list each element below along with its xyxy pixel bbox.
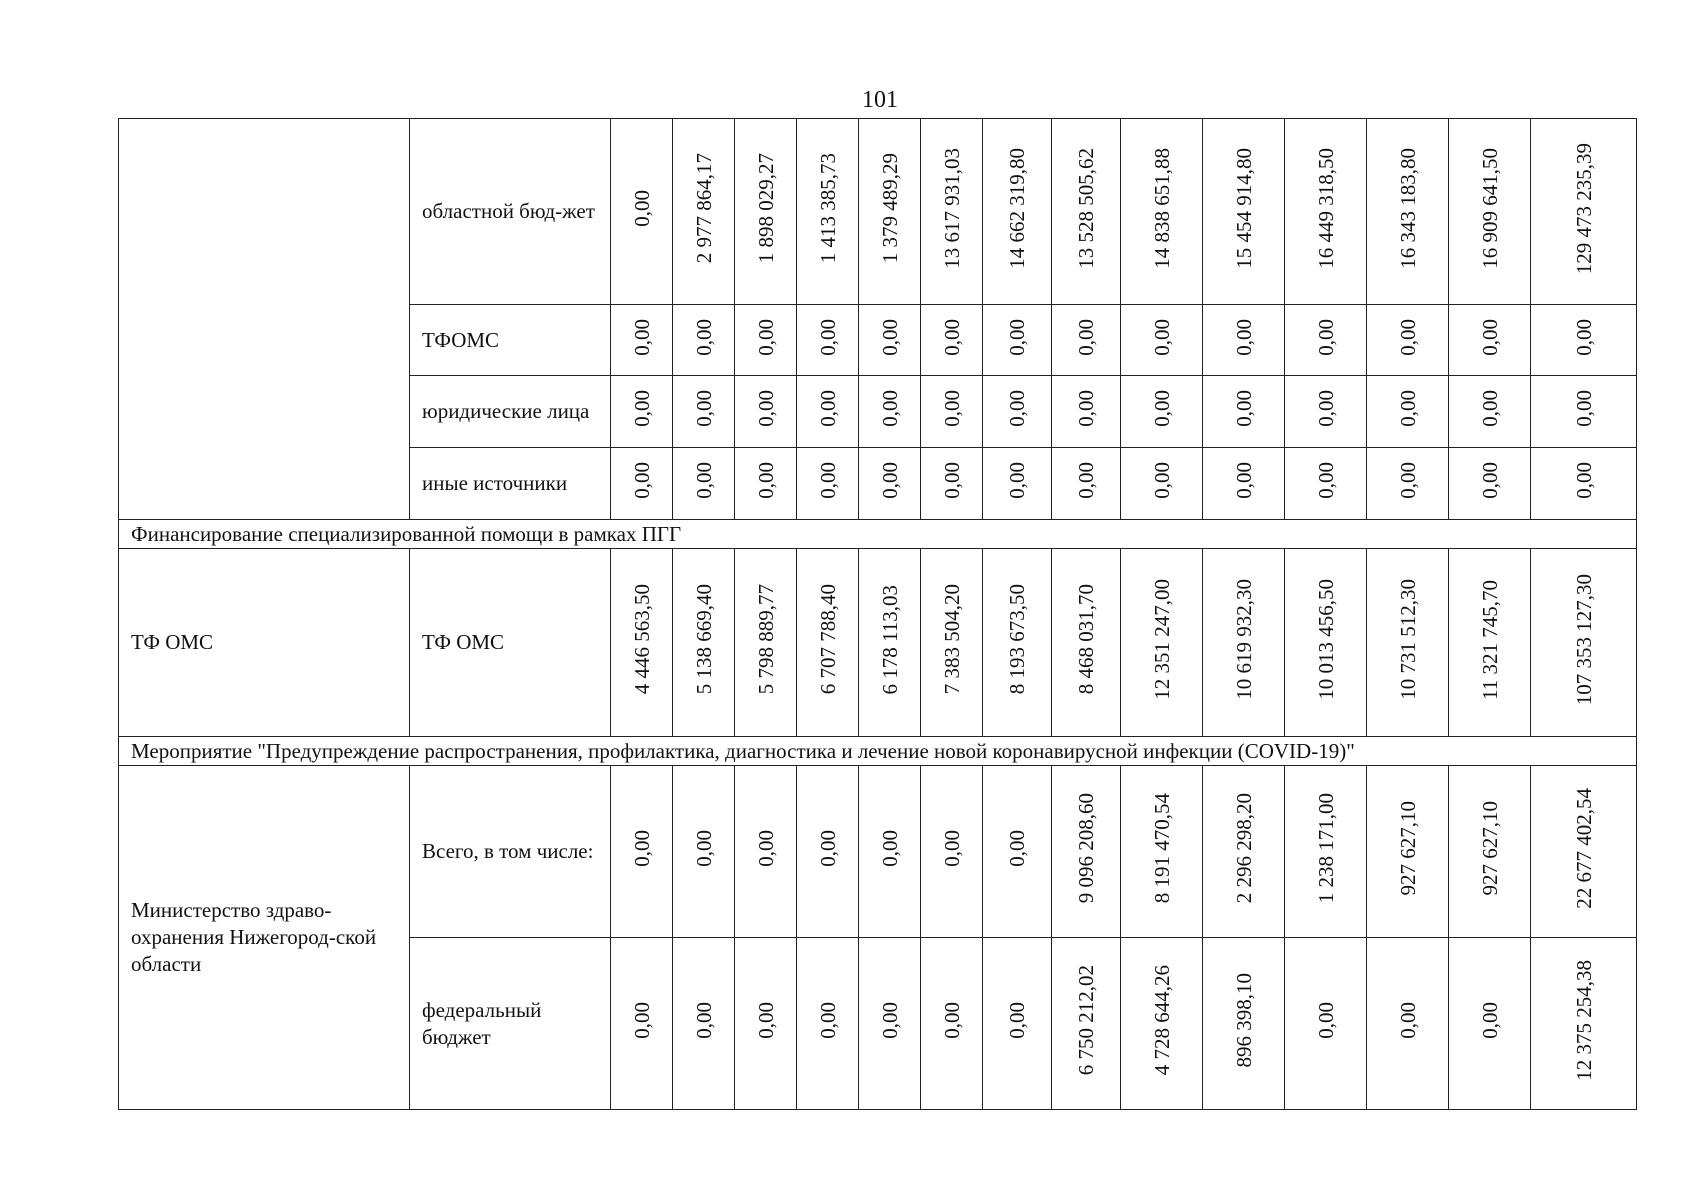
value-text: 0,00 [1074,462,1098,499]
table-row [119,549,1637,737]
value-text: 0,00 [1074,318,1098,356]
value-text: 13 528 505,62 [1074,148,1098,269]
value-cell [735,119,797,305]
value-cell [1121,448,1203,520]
value-cell [1203,119,1285,305]
value-text: 0,00 [815,390,840,427]
value-text: 22 677 402,54 [1571,788,1596,909]
value-cell [1285,549,1367,737]
value-text: 0,00 [1571,462,1596,499]
value-cell [673,938,735,1110]
value-text: 0,00 [1005,318,1029,356]
funding-source-cell: федеральный бюджет [410,938,611,1110]
value-cell [1121,766,1203,938]
value-text: 0,00 [691,390,716,427]
value-text: 0,00 [1005,390,1029,427]
value-text: 0,00 [1395,318,1420,356]
value-text: 0,00 [753,462,778,499]
value-text: 0,00 [629,462,654,499]
value-text: 2 977 864,17 [691,153,716,264]
value-text: 0,00 [1477,1002,1502,1039]
value-text: 129 473 235,39 [1571,142,1596,275]
value-cell [1449,938,1531,1110]
value-text: 0,00 [1477,390,1502,427]
value-cell [735,938,797,1110]
value-cell [673,766,735,938]
value-cell [859,376,921,448]
value-text: 16 449 318,50 [1313,148,1338,269]
value-cell [859,938,921,1110]
value-cell [983,938,1052,1110]
value-text: 0,00 [629,190,654,227]
value-cell [1367,305,1449,376]
value-text: 0,00 [1231,318,1256,356]
value-text: 0,00 [753,390,778,427]
value-text: 13 617 931,03 [939,148,964,269]
value-text: 0,00 [877,462,902,499]
funding-source-cell: юридические лица [410,376,611,448]
value-text: 6 750 212,02 [1074,965,1098,1076]
value-cell [983,119,1052,305]
value-text: 10 013 456,50 [1313,579,1338,700]
value-cell [1449,448,1531,520]
value-text: 0,00 [753,318,778,356]
value-cell [1203,448,1285,520]
value-text: 1 238 171,00 [1313,793,1338,904]
section-row [119,737,1637,766]
section-title: Мероприятие "Предупреждение распространения, профилактика, диагностика и лечение новой коронавирусной инфекции (COVID-19)" [119,737,1637,766]
value-text: 896 398,10 [1231,973,1256,1068]
budget-table [118,118,1637,1110]
value-cell [859,549,921,737]
value-cell [673,376,735,448]
value-cell [1052,549,1121,737]
value-cell [921,119,983,305]
value-text: 0,00 [1231,390,1256,427]
value-text: 0,00 [939,1002,964,1039]
value-cell [1449,376,1531,448]
value-cell [859,305,921,376]
value-text: 4 446 563,50 [629,584,654,695]
value-cell [797,376,859,448]
value-text: 0,00 [1005,462,1029,499]
value-cell [673,448,735,520]
value-cell [1449,305,1531,376]
value-text: 107 353 127,30 [1571,573,1596,706]
value-cell [797,938,859,1110]
value-text: 0,00 [815,830,840,867]
value-text: 0,00 [1149,390,1174,427]
value-text: 0,00 [939,318,964,356]
value-text: 0,00 [629,1002,654,1039]
value-cell [1121,119,1203,305]
section-title: Финансирование специализированной помощи в рамках ПГГ [119,520,1637,549]
value-text: 0,00 [1395,1002,1420,1039]
value-cell [611,549,673,737]
value-cell [921,938,983,1110]
value-text: 0,00 [877,318,902,356]
value-cell [983,376,1052,448]
value-text: 0,00 [629,390,654,427]
value-text: 12 375 254,38 [1571,960,1596,1081]
value-cell [983,549,1052,737]
value-cell [1367,766,1449,938]
value-text: 14 838 651,88 [1149,148,1174,269]
funding-source-cell: иные источники [410,448,611,520]
value-cell [1052,305,1121,376]
value-cell [611,938,673,1110]
value-cell [1285,305,1367,376]
value-text: 0,00 [691,318,716,356]
value-cell [859,119,921,305]
value-cell [1367,549,1449,737]
value-text: 0,00 [939,462,964,499]
value-text: 0,00 [629,318,654,356]
value-text: 0,00 [1477,462,1502,499]
value-cell [1285,938,1367,1110]
value-text: 1 379 489,29 [877,153,902,264]
value-text: 6 707 788,40 [815,584,840,695]
value-cell [1052,938,1121,1110]
value-text: 0,00 [815,1002,840,1039]
value-text: 0,00 [1074,390,1098,427]
value-cell [1531,549,1637,737]
executor-cell [119,119,410,520]
value-cell [921,376,983,448]
value-text: 0,00 [629,830,654,867]
value-text: 2 296 298,20 [1231,793,1256,904]
value-text: 0,00 [939,390,964,427]
value-text: 16 343 183,80 [1395,148,1420,269]
value-cell [1203,305,1285,376]
value-cell [1367,448,1449,520]
value-text: 12 351 247,00 [1149,579,1174,700]
value-cell [1121,549,1203,737]
page-number: 101 [862,87,898,113]
value-cell [1367,938,1449,1110]
value-cell [1203,766,1285,938]
value-text: 0,00 [1231,462,1256,499]
value-text: 5 798 889,77 [753,584,778,695]
value-cell [1203,938,1285,1110]
value-cell [1531,448,1637,520]
value-text: 0,00 [815,318,840,356]
value-cell [735,376,797,448]
value-cell [735,549,797,737]
funding-source-cell: Всего, в том числе: [410,766,611,938]
value-text: 0,00 [1313,462,1338,499]
section-row [119,520,1637,549]
value-text: 0,00 [1313,1002,1338,1039]
value-cell [1052,766,1121,938]
value-cell [1531,938,1637,1110]
value-cell [1285,766,1367,938]
value-cell [1531,305,1637,376]
value-cell [611,376,673,448]
value-cell [983,448,1052,520]
value-text: 10 619 932,30 [1231,579,1256,700]
value-text: 6 178 113,03 [877,584,902,695]
value-text: 0,00 [691,462,716,499]
value-cell [1449,766,1531,938]
value-text: 1 898 029,27 [753,153,778,264]
value-cell [1203,376,1285,448]
value-text: 0,00 [1477,318,1502,356]
value-cell [859,448,921,520]
value-text: 0,00 [1005,830,1029,867]
value-cell [611,119,673,305]
value-cell [1531,376,1637,448]
value-text: 16 909 641,50 [1477,148,1502,269]
value-cell [797,448,859,520]
value-cell [921,766,983,938]
value-cell [921,305,983,376]
value-text: 0,00 [1005,1002,1029,1039]
value-text: 0,00 [877,390,902,427]
value-cell [611,766,673,938]
funding-source-cell: ТФ ОМС [410,549,611,737]
funding-source-cell: ТФОМС [410,305,611,376]
value-cell [735,766,797,938]
value-cell [921,549,983,737]
value-cell [735,448,797,520]
value-text: 0,00 [1571,390,1596,427]
value-cell [983,305,1052,376]
executor-cell: ТФ ОМС [119,549,410,737]
executor-cell: Министерство здраво-охранения Нижегород-ской области [119,766,410,1110]
value-cell [1052,119,1121,305]
value-cell [1052,376,1121,448]
value-cell [1285,119,1367,305]
value-text: 5 138 669,40 [691,584,716,695]
value-text: 8 191 470,54 [1149,793,1174,904]
value-cell [797,766,859,938]
value-cell [1367,376,1449,448]
value-text: 0,00 [1149,318,1174,356]
value-text: 0,00 [1149,462,1174,499]
table-row [119,766,1637,938]
value-cell [611,448,673,520]
value-cell [735,305,797,376]
value-text: 0,00 [1571,318,1596,356]
value-cell [1203,549,1285,737]
value-text: 8 193 673,50 [1005,584,1029,695]
value-text: 10 731 512,30 [1395,579,1420,700]
value-cell [673,119,735,305]
value-cell [1531,766,1637,938]
table-row [119,119,1637,305]
value-text: 0,00 [1395,462,1420,499]
value-cell [797,119,859,305]
value-text: 4 728 644,26 [1149,965,1174,1076]
value-text: 0,00 [753,1002,778,1039]
value-cell [1052,448,1121,520]
value-cell [1449,549,1531,737]
value-cell [1367,119,1449,305]
value-text: 9 096 208,60 [1074,793,1098,904]
value-text: 14 662 319,80 [1005,148,1029,269]
value-text: 0,00 [1313,318,1338,356]
value-cell [1121,938,1203,1110]
value-text: 1 413 385,73 [815,153,840,264]
value-text: 0,00 [877,830,902,867]
funding-source-cell: областной бюд-жет [410,119,611,305]
value-text: 0,00 [877,1002,902,1039]
value-cell [1285,376,1367,448]
value-cell [673,305,735,376]
value-text: 0,00 [939,830,964,867]
value-cell [673,549,735,737]
value-text: 15 454 914,80 [1231,148,1256,269]
value-cell [611,305,673,376]
value-text: 0,00 [691,830,716,867]
value-text: 0,00 [753,830,778,867]
value-text: 0,00 [1313,390,1338,427]
value-text: 0,00 [815,462,840,499]
value-text: 0,00 [691,1002,716,1039]
value-text: 11 321 745,70 [1477,579,1502,700]
value-cell [1285,448,1367,520]
value-cell [1449,119,1531,305]
value-cell [1531,119,1637,305]
value-cell [797,305,859,376]
value-cell [859,766,921,938]
value-cell [983,766,1052,938]
value-cell [797,549,859,737]
value-text: 8 468 031,70 [1074,584,1098,695]
value-text: 927 627,10 [1477,801,1502,896]
value-cell [921,448,983,520]
value-text: 0,00 [1395,390,1420,427]
value-text: 7 383 504,20 [939,584,964,695]
value-cell [1121,376,1203,448]
value-cell [1121,305,1203,376]
value-text: 927 627,10 [1395,801,1420,896]
